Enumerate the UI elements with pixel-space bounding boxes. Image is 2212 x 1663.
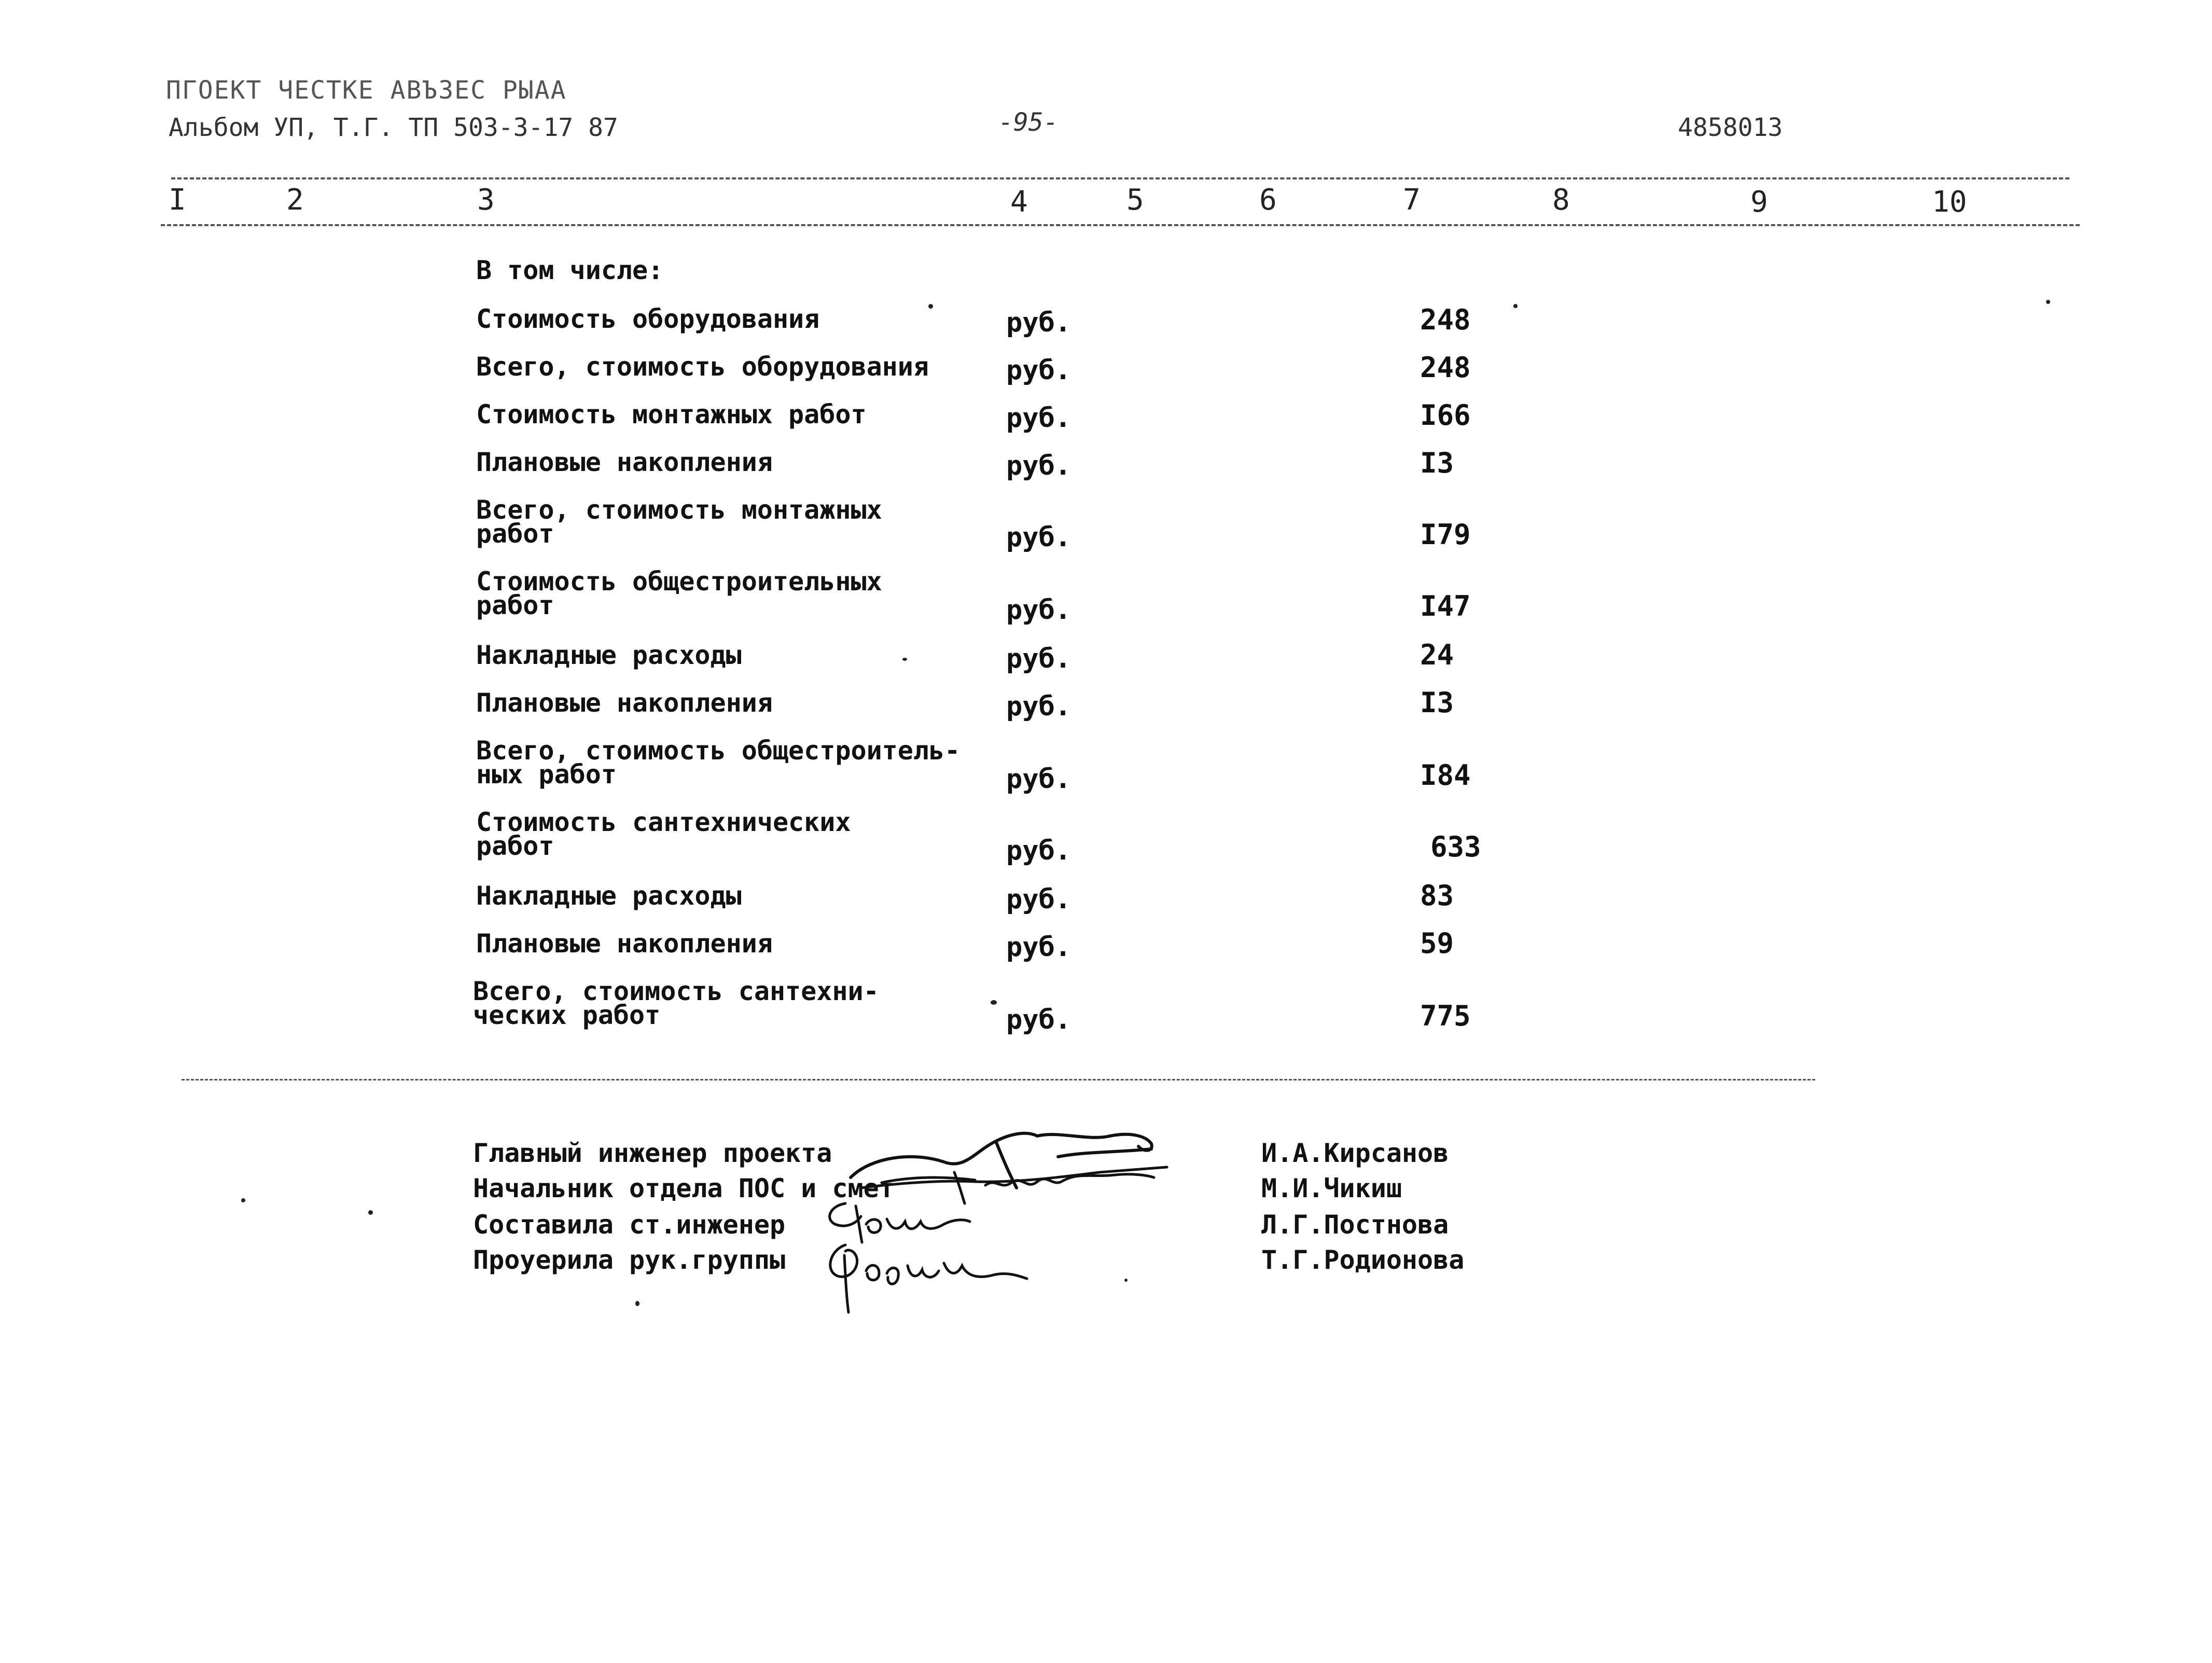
page-number: -95- (998, 108, 1059, 137)
row-unit: руб. (1006, 764, 1072, 795)
album-line: Альбом УП, Т.Г. ТП 503-3-17 87 (169, 113, 618, 142)
row-unit: руб. (1006, 355, 1072, 386)
row-value: I66 (1420, 399, 1471, 432)
column-number-10: 10 (1932, 185, 1967, 219)
row-unit: руб. (1006, 522, 1072, 553)
header-garbled-line: ПГОЕКТ ЧЕСТКЕ АВЪЗЕС РЫАА (166, 76, 567, 105)
signature-role: Начальник отдела ПОС и смет (473, 1173, 895, 1203)
row-unit: руб. (1006, 691, 1072, 722)
row-value: 24 (1420, 639, 1454, 671)
row-unit: руб. (1006, 403, 1072, 434)
row-label: Стоимость оборудования (476, 304, 820, 334)
scan-speck (368, 1210, 373, 1215)
scan-speck (1513, 304, 1518, 308)
scan-speck (2046, 300, 2050, 304)
column-number-8: 8 (1552, 183, 1570, 217)
header-top-rule (171, 177, 2069, 179)
scan-speck (928, 304, 933, 309)
row-label: Накладные расходы (476, 881, 742, 911)
column-number-3: 3 (477, 183, 495, 217)
signature-role: Главный инженер проекта (473, 1138, 832, 1168)
row-value: I3 (1420, 686, 1454, 719)
row-value: 248 (1420, 303, 1471, 336)
signature-name: И.А.Кирсанов (1261, 1138, 1449, 1168)
row-unit: руб. (1006, 307, 1072, 338)
row-value: I84 (1420, 759, 1471, 792)
column-number-9: 9 (1750, 185, 1768, 219)
row-label: Всего, стоимость общестроитель- ных работ (476, 736, 961, 789)
scan-speck (902, 658, 907, 661)
row-label: Стоимость сантехнических работ (476, 807, 851, 861)
scan-speck (241, 1198, 245, 1202)
row-unit: руб. (1006, 643, 1072, 674)
column-number-2: 2 (286, 183, 304, 217)
row-value: 59 (1420, 927, 1454, 960)
row-value: 248 (1420, 351, 1471, 384)
row-value: 83 (1420, 879, 1454, 912)
scan-speck (635, 1301, 639, 1306)
table-bottom-rule (182, 1079, 1815, 1080)
row-unit: руб. (1006, 1004, 1072, 1035)
row-label: Всего, стоимость монтажных работ (476, 495, 882, 549)
handwritten-signature-group-lead (809, 1235, 1037, 1318)
column-number-1: I (169, 183, 186, 217)
row-label: Плановые накопления (476, 447, 773, 477)
row-label: Стоимость общестроительных работ (476, 566, 882, 620)
signature-name: Л.Г.Постнова (1261, 1210, 1449, 1240)
row-value: I47 (1420, 590, 1471, 622)
row-value: I3 (1420, 447, 1454, 479)
row-label: Плановые накопления (476, 688, 773, 718)
column-number-6: 6 (1259, 183, 1277, 217)
row-value: 633 (1430, 830, 1481, 863)
scan-speck (1124, 1279, 1128, 1282)
row-label: Всего, стоимость оборудования (476, 352, 929, 382)
row-unit: руб. (1006, 932, 1072, 963)
row-unit: руб. (1006, 594, 1072, 626)
column-number-5: 5 (1126, 183, 1144, 217)
row-unit: руб. (1006, 450, 1072, 481)
row-unit: руб. (1006, 884, 1072, 915)
document-code: 4858013 (1678, 113, 1783, 142)
row-label: Стоимость монтажных работ (476, 399, 867, 429)
row-label: Накладные расходы (476, 640, 742, 670)
signature-role: Проуерила рук.группы (473, 1245, 786, 1275)
row-unit: руб. (1006, 835, 1072, 866)
scan-speck (991, 1000, 997, 1005)
column-number-7: 7 (1403, 183, 1421, 217)
header-bottom-rule (161, 224, 2080, 226)
signature-name: Т.Г.Родионова (1261, 1245, 1465, 1275)
column-number-4: 4 (1010, 185, 1028, 219)
row-label: Всего, стоимость сантехни- ческих работ (473, 976, 879, 1030)
row-label: Плановые накопления (476, 928, 773, 959)
section-title: В том числе: (476, 255, 664, 285)
row-value: 775 (1420, 1000, 1471, 1032)
row-value: I79 (1420, 518, 1471, 551)
signature-role: Составила ст.инженер (473, 1210, 786, 1240)
signature-name: М.И.Чикиш (1261, 1173, 1402, 1203)
